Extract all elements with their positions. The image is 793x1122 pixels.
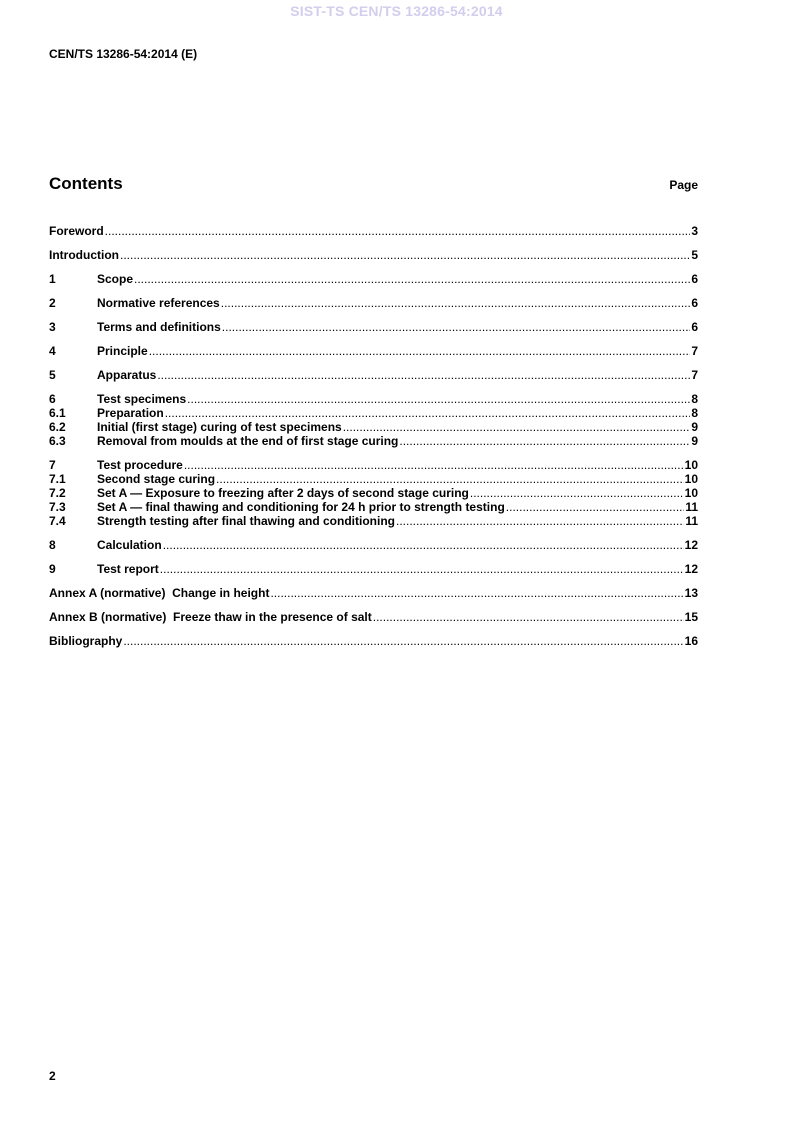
toc-entry-title: Annex B (normative) Freeze thaw in the presence of salt [49,610,372,624]
toc-entry-page: 6 [691,272,698,286]
page-column-label: Page [669,178,698,192]
toc-dot-leader [120,248,690,262]
toc-dot-leader [165,406,691,420]
toc-entry-number: 6 [49,392,56,406]
toc-entry-page: 8 [691,392,698,406]
toc-entry-set-a-final-thawing[interactable] [49,500,698,514]
toc-entry-page: 10 [684,458,698,472]
toc-entry-page: 10 [684,472,698,486]
toc-entry-number: 9 [49,562,56,576]
toc-dot-leader [134,272,690,286]
toc-entry-normative-references[interactable] [49,296,698,310]
toc-entry-title: Calculation [97,538,162,552]
toc-entry-number: 3 [49,320,56,334]
document-header: CEN/TS 13286-54:2014 (E) [49,47,198,61]
toc-entry-page: 6 [691,320,698,334]
toc-entry-title: Removal from moulds at the end of first stage curing [97,434,399,448]
toc-entry-number: 7.2 [49,486,66,500]
toc-entry-title: Terms and definitions [97,320,221,334]
toc-entry-introduction[interactable] [49,248,698,262]
toc-entry-number: 5 [49,368,56,382]
toc-entry-number: 7 [49,458,56,472]
toc-entry-test-specimens[interactable] [49,392,698,406]
toc-entry-scope[interactable] [49,272,698,286]
table-of-contents [49,224,698,648]
toc-entry-number: 6.1 [49,406,66,420]
toc-dot-leader [506,500,685,514]
toc-entry-title: Set A — Exposure to freezing after 2 days of second stage curing [97,486,469,500]
toc-entry-page: 11 [685,500,698,514]
toc-entry-page: 12 [684,562,698,576]
toc-entry-title: Principle [97,344,148,358]
toc-entry-set-a-exposure[interactable] [49,486,698,500]
toc-entry-title: Foreword [49,224,104,238]
toc-dot-leader [123,634,683,648]
watermark: SIST-TS CEN/TS 13286-54:2014 [290,3,503,19]
toc-entry-preparation[interactable] [49,406,698,420]
toc-entry-title: Set A — final thawing and conditioning for 24 h prior to strength testing [97,500,505,514]
toc-entry-title: Normative references [97,296,220,310]
toc-entry-second-stage-curing[interactable] [49,472,698,486]
toc-entry-strength-testing[interactable] [49,514,698,528]
toc-entry-page: 3 [691,224,698,238]
toc-dot-leader [221,296,691,310]
toc-entry-removal-from-moulds[interactable] [49,434,698,448]
toc-entry-number: 7.4 [49,514,66,528]
toc-dot-leader [105,224,691,238]
toc-entry-title: Test specimens [97,392,187,406]
toc-entry-page: 7 [691,368,698,382]
toc-entry-number: 7.1 [49,472,66,486]
toc-entry-test-report[interactable] [49,562,698,576]
toc-dot-leader [149,344,691,358]
toc-dot-leader [216,472,684,486]
toc-entry-title: Second stage curing [97,472,216,486]
toc-entry-page: 8 [691,406,698,420]
toc-entry-terms-and-definitions[interactable] [49,320,698,334]
toc-entry-initial-curing[interactable] [49,420,698,434]
contents-title: Contents [49,174,123,193]
toc-dot-leader [160,562,684,576]
toc-entry-title: Annex A (normative) Change in height [49,586,270,600]
toc-entry-page: 13 [684,586,698,600]
toc-entry-number: 7.3 [49,500,66,514]
toc-dot-leader [343,420,691,434]
toc-dot-leader [396,514,684,528]
toc-entry-page: 9 [691,434,698,448]
toc-dot-leader [184,458,684,472]
toc-entry-annex-a[interactable] [49,586,698,600]
toc-entry-title: Scope [97,272,134,286]
toc-entry-page: 11 [685,514,698,528]
toc-entry-title: Apparatus [97,368,157,382]
toc-entry-title: Strength testing after final thawing and conditioning [97,514,395,528]
toc-entry-page: 9 [691,420,698,434]
toc-entry-number: 6.2 [49,420,66,434]
toc-entry-title: Preparation [97,406,164,420]
toc-entry-title: Introduction [49,248,119,262]
toc-entry-page: 7 [691,344,698,358]
toc-dot-leader [373,610,684,624]
toc-entry-number: 8 [49,538,56,552]
toc-entry-annex-b[interactable] [49,610,698,624]
toc-entry-bibliography[interactable] [49,634,698,648]
toc-entry-number: 4 [49,344,56,358]
toc-entry-page: 12 [684,538,698,552]
toc-dot-leader [470,486,684,500]
toc-entry-principle[interactable] [49,344,698,358]
toc-entry-foreword[interactable] [49,224,698,238]
page-number: 2 [49,1069,56,1083]
toc-dot-leader [157,368,690,382]
toc-dot-leader [270,586,683,600]
toc-entry-title: Initial (first stage) curing of test specimens [97,420,342,434]
toc-entry-number: 1 [49,272,56,286]
toc-dot-leader [222,320,691,334]
toc-entry-title: Test procedure [97,458,183,472]
toc-entry-title: Bibliography [49,634,123,648]
toc-entry-test-procedure[interactable] [49,458,698,472]
toc-entry-page: 16 [684,634,698,648]
toc-dot-leader [187,392,690,406]
toc-dot-leader [163,538,684,552]
toc-entry-page: 10 [684,486,698,500]
toc-dot-leader [399,434,690,448]
toc-entry-title: Test report [97,562,159,576]
toc-entry-number: 6.3 [49,434,66,448]
toc-entry-page: 5 [691,248,698,262]
toc-entry-apparatus[interactable] [49,368,698,382]
toc-entry-page: 15 [684,610,698,624]
toc-entry-page: 6 [691,296,698,310]
toc-entry-calculation[interactable] [49,538,698,552]
toc-entry-number: 2 [49,296,56,310]
